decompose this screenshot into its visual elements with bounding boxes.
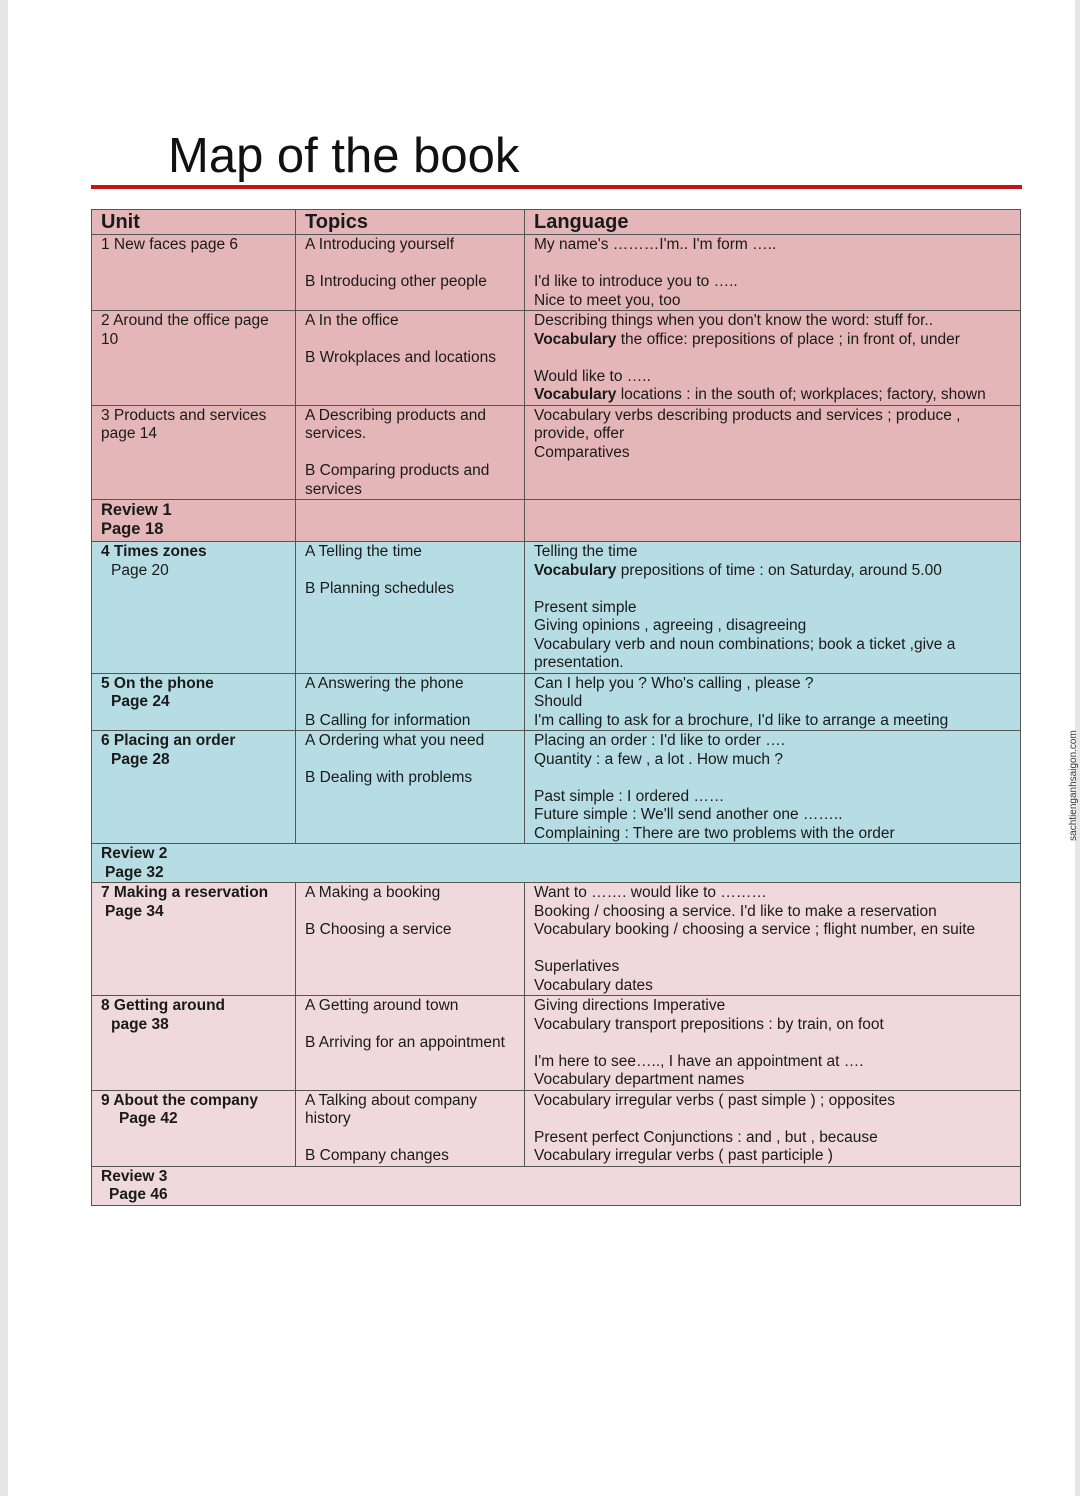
language-line: Past simple : I ordered ……: [534, 787, 725, 805]
language-cell: [525, 542, 1021, 674]
table-row: [92, 311, 1021, 406]
unit-name: 9 About the company: [101, 1091, 259, 1109]
unit-cell: [92, 883, 296, 996]
unit-cell: [92, 996, 296, 1091]
topic-b: B Introducing other people: [305, 273, 487, 290]
language-line: Vocabulary the office: prepositions of place ; in front of, under: [534, 330, 960, 348]
language-line: Complaining : There are two problems with the order: [534, 824, 895, 842]
review-row: [92, 500, 1021, 542]
left-border: [0, 0, 8, 1496]
language-line: Giving directions Imperative: [534, 997, 726, 1014]
review-page: Page 18: [101, 519, 164, 538]
language-line: Comparatives: [534, 443, 630, 461]
header-language: Language: [525, 210, 1021, 235]
topic-a: A Describing products and services.: [305, 406, 486, 442]
topic-b: B Calling for information: [305, 711, 471, 729]
unit-name: 4 Times zones: [101, 543, 207, 560]
topic-b: B Dealing with problems: [305, 769, 473, 786]
table-row: [92, 542, 1021, 674]
language-line: Present simple: [534, 598, 637, 616]
topics-cell: [296, 996, 525, 1091]
title-underline: [91, 185, 1022, 189]
language-line: Giving opinions , agreeing , disagreeing: [534, 617, 807, 634]
language-line: Want to ……. would like to ………: [534, 884, 767, 901]
topic-a: A Getting around town: [305, 997, 459, 1014]
review-row: [92, 844, 1021, 883]
topics-cell: [296, 1090, 525, 1166]
review-name: Review 1: [101, 501, 172, 519]
language-line: Present perfect Conjunctions : and , but , because: [534, 1128, 878, 1146]
map-table: [91, 209, 1021, 1206]
table-row: [92, 235, 1021, 311]
language-line: Booking / choosing a service. I'd like to make a reservation: [534, 902, 937, 920]
table-row: [92, 731, 1021, 844]
table-row: [92, 1090, 1021, 1166]
unit-page: Page 42: [119, 1110, 178, 1127]
topics-cell: [296, 673, 525, 731]
unit-cell: [92, 542, 296, 674]
language-cell: [525, 235, 1021, 311]
unit-cell: [92, 500, 296, 542]
unit-page: Page 28: [111, 750, 170, 768]
language-line: My name's ………I'm.. I'm form …..: [534, 236, 777, 253]
language-line: Vocabulary prepositions of time : on Saturday, around 5.00: [534, 561, 942, 579]
language-cell: [525, 1090, 1021, 1166]
topic-b: B Comparing products and services: [305, 462, 490, 498]
language-line: Describing things when you don't know the word: stuff for..: [534, 312, 934, 329]
language-cell: [525, 883, 1021, 996]
unit-name: 6 Placing an order: [101, 732, 236, 749]
unit-page: Page 24: [111, 693, 170, 710]
language-cell: [525, 996, 1021, 1091]
topic-b: B Planning schedules: [305, 580, 455, 597]
table-row: [92, 405, 1021, 500]
language-cell: [525, 405, 1021, 500]
language-line: Superlatives: [534, 958, 620, 975]
unit-name: 7 Making a reservation: [101, 884, 269, 901]
language-line: I'm here to see….., I have an appointment at ….: [534, 1052, 864, 1070]
topics-cell: [296, 731, 525, 844]
unit-cell: [92, 405, 296, 500]
language-line: I'd like to introduce you to …..: [534, 273, 738, 290]
unit-cell: [92, 731, 296, 844]
language-line: Can I help you ? Who's calling , please ?: [534, 674, 814, 692]
topics-cell: [296, 405, 525, 500]
review-name: Review 2: [101, 845, 168, 862]
language-line: Vocabulary irregular verbs ( past simple ) ; opposites: [534, 1091, 895, 1109]
language-line: Vocabulary irregular verbs ( past participle ): [534, 1147, 833, 1164]
unit-cell: [92, 311, 296, 406]
language-cell: [525, 731, 1021, 844]
header-unit: Unit: [92, 210, 296, 235]
language-cell: [525, 500, 1021, 542]
review-page: Page 32: [105, 863, 164, 881]
topics-cell: [296, 311, 525, 406]
review-cell: [92, 844, 1021, 883]
language-line: Future simple : We'll send another one ……..: [534, 806, 843, 823]
topics-cell: [296, 542, 525, 674]
language-line: Should: [534, 693, 583, 710]
language-line: Placing an order : I'd like to order ….: [534, 732, 786, 749]
language-line: Vocabulary transport prepositions : by train, on foot: [534, 1015, 884, 1033]
topic-b: B Wrokplaces and locations: [305, 349, 496, 366]
unit-page: page 38: [111, 1015, 169, 1033]
topic-a: A Introducing yourself: [305, 236, 455, 253]
language-cell: [525, 673, 1021, 731]
table-row: [92, 673, 1021, 731]
topic-a: A Answering the phone: [305, 674, 464, 692]
language-line: Vocabulary verb and noun combinations; book a ticket ,give a presentation.: [534, 635, 956, 671]
topic-a: A Telling the time: [305, 543, 422, 560]
language-line: Vocabulary verbs describing products and services ; produce , provide, offer: [534, 406, 961, 442]
language-line: Vocabulary locations : in the south of; workplaces; factory, shown: [534, 386, 986, 403]
language-cell: [525, 311, 1021, 406]
table-header-row: [92, 210, 1021, 235]
language-line: Vocabulary dates: [534, 976, 653, 994]
unit-page: Page 34: [105, 902, 164, 920]
language-line: Telling the time: [534, 543, 638, 560]
unit-name: 3 Products and services page 14: [101, 406, 267, 442]
topic-b: B Choosing a service: [305, 921, 452, 938]
topic-a: A In the office: [305, 312, 399, 329]
unit-name: 2 Around the office page 10: [101, 312, 269, 348]
table-row: [92, 883, 1021, 996]
language-line: Quantity : a few , a lot . How much ?: [534, 750, 783, 768]
unit-cell: [92, 1090, 296, 1166]
table-row: [92, 996, 1021, 1091]
topic-a: A Talking about company history: [305, 1091, 478, 1127]
topic-b: B Company changes: [305, 1147, 449, 1164]
unit-cell: [92, 235, 296, 311]
topics-cell: [296, 883, 525, 996]
language-line: Nice to meet you, too: [534, 291, 681, 309]
review-page: Page 46: [109, 1186, 168, 1203]
watermark: [1066, 690, 1080, 880]
unit-page: Page 20: [111, 561, 169, 579]
language-line: Would like to …..: [534, 367, 651, 385]
review-row: [92, 1166, 1021, 1205]
unit-name: 5 On the phone: [101, 674, 214, 692]
page-title: Map of the book: [168, 129, 520, 183]
unit-name: 1 New faces page 6: [101, 236, 239, 253]
topic-b: B Arriving for an appointment: [305, 1034, 505, 1051]
topics-cell: [296, 235, 525, 311]
language-line: I'm calling to ask for a brochure, I'd like to arrange a meeting: [534, 711, 949, 729]
unit-name: 8 Getting around: [101, 997, 225, 1014]
review-name: Review 3: [101, 1167, 168, 1185]
topic-a: A Making a booking: [305, 884, 441, 901]
language-line: Vocabulary booking / choosing a service ; flight number, en suite: [534, 921, 976, 938]
topics-cell: [296, 500, 525, 542]
unit-cell: [92, 673, 296, 731]
language-line: Vocabulary department names: [534, 1071, 745, 1088]
header-topics: Topics: [296, 210, 525, 235]
review-cell: [92, 1166, 1021, 1205]
watermark-text: sachtienganhsaigon.com: [1067, 729, 1079, 841]
topic-a: A Ordering what you need: [305, 732, 485, 749]
